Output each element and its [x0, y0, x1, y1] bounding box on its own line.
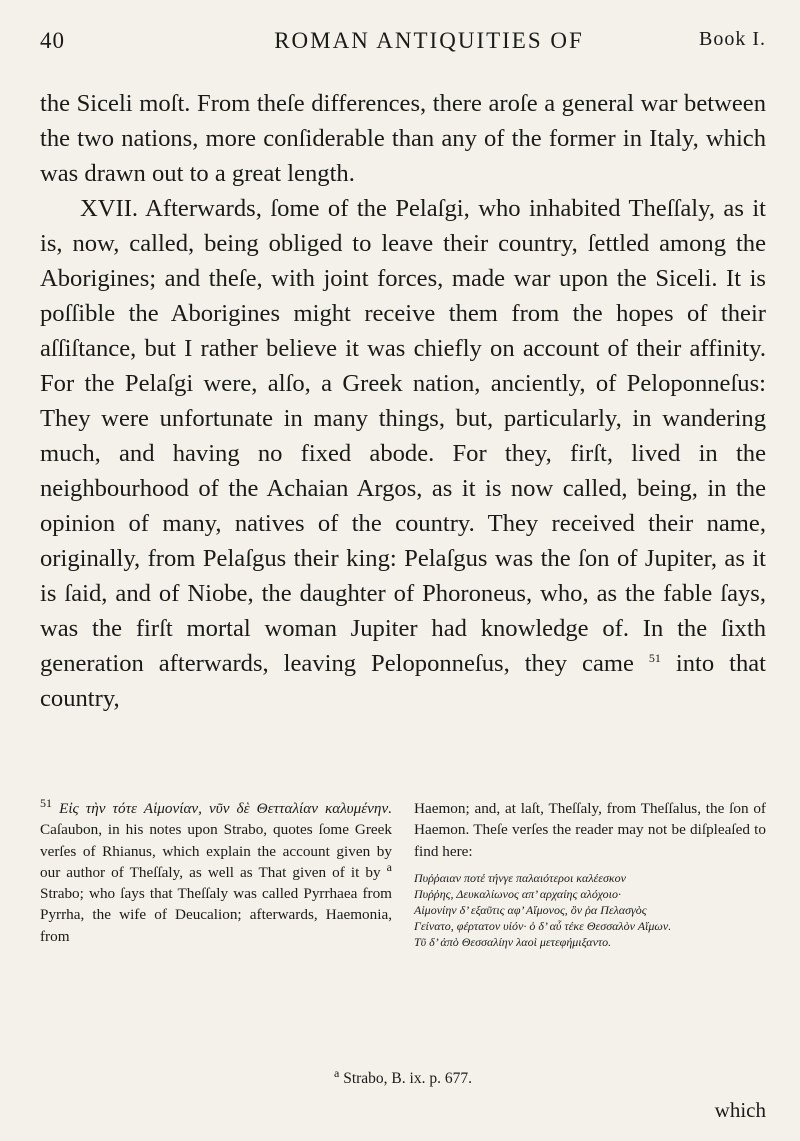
greek-verse-line: Τῦ δ’ ἀπὸ Θεσσαλίην λαοὶ μετεφήμιξαντο. — [414, 934, 612, 949]
source-text: Strabo, B. ix. p. 677. — [339, 1070, 472, 1087]
catchword: which — [714, 1098, 766, 1122]
page-number: 40 — [40, 28, 65, 53]
footnote-51 — [40, 795, 392, 947]
paragraph-text: XVII. Afterwards, ſome of the Pelaſgi, who inhabited Theſſaly, as it is, now, called, being obliged to leave their country, ſettled among the Aborigines; and theſe, with joint forces, made war upon the Siceli. It is poſſible the Aborigines might receive them from the hopes of their aſſiſtance, but I rather believe it was chiefly on account of their affinity. For the Pelaſgi were, alſo, a Greek nation, anciently, of Peloponneſus: They were unfortunate in many things, but, particularly, in wandering much, and having no fixed abode. For they, firſt, lived in the neighbourhood of the Achaian Argos, as it is now called, being, in the opinion of many, natives of the country. They received their name, originally, from Pelaſgus their king: Pelaſgus was the ſon of Jupiter, as it is ſaid, and of Niobe, the daughter of Phoroneus, who, as the fable ſays, was the firſt mortal woman Jupiter had knowledge of. In the ſixth generation afterwards, leaving Peloponneſus, they came — [40, 195, 766, 677]
greek-lemma: Εἰς τὴν τότε Αἱμονίαν, νῦν δὲ Θετταλίαν καλυμένην. — [59, 800, 392, 817]
book-page — [40, 20, 766, 1130]
greek-verse-line: Πυῤῥης, Δευκαλίωνος απ’ αρχαίης αλόχοιο· — [414, 886, 621, 901]
footnote-text-continued: Strabo; who ſays that Theſſaly was called Pyrrhaea from Pyrrha, the wife of Deucalion; afterwards, Haemonia, from — [40, 885, 392, 945]
running-title: ROMAN ANTIQUITIES OF — [274, 28, 584, 53]
paragraph-chapter-xvii — [40, 191, 766, 716]
source-mark: a — [334, 1065, 340, 1080]
greek-verse-line: Αἱμονίην δ’ εξαῦτις αφ’ Αἵμονος, ὃν ῥα Πελασγὸς — [414, 902, 647, 917]
main-text — [40, 86, 766, 716]
footnote-mark[interactable]: 51 — [648, 650, 661, 665]
book-label: Book I. — [699, 28, 766, 50]
greek-verse-line: Πυῤῥαιαν ποτέ τήνγε παλαιότεροι καλέεσκον — [414, 870, 626, 885]
footnote-number: 51 — [40, 795, 52, 810]
paragraph-ending: into that country, — [40, 650, 766, 712]
footnote-continuation: Haemon; and, at laſt, Theſſaly, from Theſſalus, the ſon of Haemon. Theſe verſes the reader may not be diſpleaſed to find here: — [414, 800, 766, 860]
greek-verse-line: Γείνατο, φέρτατον υἱόν· ὁ δ’ αὖ τέκε Θεσσαλὸν Αἵμων. — [414, 918, 672, 933]
footnote-right-column — [414, 798, 766, 950]
source-note — [40, 1065, 766, 1088]
footnote-left-column — [40, 795, 392, 950]
greek-verses — [414, 870, 766, 950]
page-header — [40, 20, 766, 64]
footnote-text: Caſaubon, in his notes upon Strabo, quotes ſome Greek verſes of Rhianus, which explain the account given by our author of Theſſaly, as well as That given of it by — [40, 821, 392, 881]
footnotes — [40, 795, 766, 950]
reference-mark[interactable]: a — [386, 859, 392, 874]
paragraph-continuation: the Siceli moſt. From theſe differences, there aroſe a general war between the two nations, more conſiderable than any of the former in Italy, which was drawn out to a great length. — [40, 90, 766, 187]
